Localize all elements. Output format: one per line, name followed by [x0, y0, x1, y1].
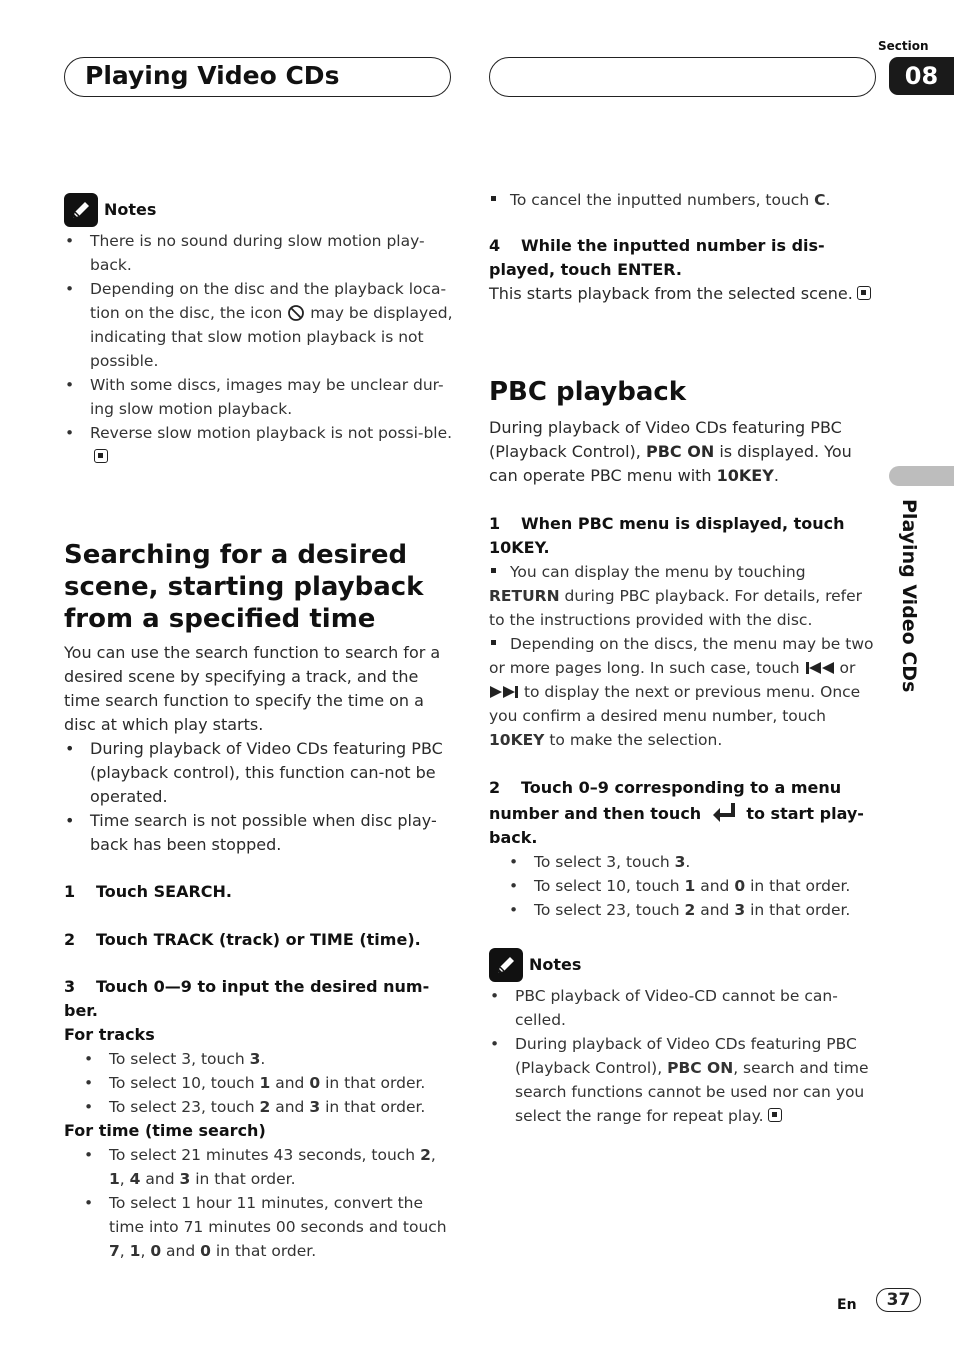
step-4: 4 While the inputted number is dis-played, touch ENTER. — [489, 236, 825, 279]
note-item: • During playback of Video CDs featuring PBC (Playback Control), PBC ON, search and time search functions cannot be used nor can you select the range for repeat play. — [489, 1032, 874, 1128]
pbc-step-1-note-b: Depending on the discs, the menu may be two or more pages long. In such case, touch or to display the next or previous menu. Once you confirm a desired menu number, touch 10KEY to make the selection. — [489, 635, 874, 749]
pbc-notes-list — [489, 984, 874, 1128]
search-intro: You can use the search function to search for a desired scene by specifying a track, and the time search function to specify the time on a disc at which play starts. — [64, 643, 441, 734]
end-mark-icon — [94, 449, 108, 463]
section-heading-pbc: PBC playback — [489, 377, 687, 407]
search-bullet: • During playback of Video CDs featuring PBC (playback control), this function can-not be operated. — [64, 737, 454, 809]
tracks-list — [64, 1047, 454, 1119]
time-item: • To select 21 minutes 43 seconds, touch 2, 1, 4 and 3 in that order. — [64, 1143, 454, 1191]
notes-header — [64, 193, 454, 227]
previous-track-icon — [805, 662, 835, 674]
step-4-text: This starts playback from the selected scene. — [489, 282, 874, 306]
pbc-select-item: • To select 23, touch 2 and 3 in that order. — [489, 898, 874, 922]
notes-title: Notes — [104, 200, 157, 219]
note-item: • Reverse slow motion playback is not possi-ble. — [64, 421, 454, 469]
pencil-icon — [64, 193, 98, 227]
header-title: Playing Video CDs — [85, 61, 340, 90]
pbc-step-1: 1 When PBC menu is displayed, touch 10KEY. — [489, 514, 845, 557]
header-blank-frame — [489, 57, 876, 97]
pbc-intro: During playback of Video CDs featuring PBC (Playback Control), PBC ON is displayed. You can operate PBC menu with 10KEY. — [489, 418, 852, 485]
section-label: Section — [878, 39, 929, 53]
left-column — [64, 193, 454, 1263]
footer-language: En — [837, 1297, 857, 1313]
note-item: • PBC playback of Video-CD cannot be can-celled. — [489, 984, 874, 1032]
header-title-frame — [64, 57, 451, 97]
time-list — [64, 1143, 454, 1263]
pbc-select-item: • To select 10, touch 1 and 0 in that order. — [489, 874, 874, 898]
cancel-note: To cancel the inputted numbers, touch C. — [489, 188, 874, 212]
step-3: 3 Touch 0—9 to input the desired num-ber. — [64, 977, 430, 1020]
section-number: 08 — [889, 57, 954, 95]
side-tab-label: Playing Video CDs — [898, 499, 920, 693]
notes-list — [64, 229, 454, 469]
tracks-item: • To select 3, touch 3. — [64, 1047, 454, 1071]
tracks-item: • To select 10, touch 1 and 0 in that order. — [64, 1071, 454, 1095]
prohibited-icon — [287, 304, 305, 322]
pbc-select-item: • To select 3, touch 3. — [489, 850, 874, 874]
note-item: • With some discs, images may be unclear dur-ing slow motion playback. — [64, 373, 454, 421]
step-1: 1 Touch SEARCH. — [64, 882, 232, 901]
tracks-item: • To select 23, touch 2 and 3 in that order. — [64, 1095, 454, 1119]
note-item: • There is no sound during slow motion play-back. — [64, 229, 454, 277]
end-mark-icon — [857, 286, 871, 300]
enter-icon — [707, 800, 741, 826]
page-number: 37 — [876, 1288, 921, 1312]
pbc-step-1-note-a: You can display the menu by touching RETURN during PBC playback. For details, refer to the instructions provided with the disc. — [489, 563, 862, 629]
for-tracks-label: For tracks — [64, 1025, 155, 1044]
pencil-icon — [489, 948, 523, 982]
for-time-label: For time (time search) — [64, 1121, 266, 1140]
time-item: • To select 1 hour 11 minutes, convert the time into 71 minutes 00 seconds and touch 7, 1, 0 and 0 in that order. — [64, 1191, 454, 1263]
side-tab — [889, 466, 954, 486]
pbc-step-2: 2 Touch 0–9 corresponding to a menu number and then touch to start play-back. — [489, 778, 864, 847]
right-column — [489, 188, 874, 1128]
pbc-select-list — [489, 850, 874, 922]
notes-header — [489, 948, 874, 982]
next-track-icon — [489, 686, 519, 698]
section-heading-search: Searching for a desired scene, starting playback from a specified time — [64, 540, 424, 634]
note-item: • Depending on the disc and the playback loca-tion on the disc, the icon may be displayed, indicating that slow motion playback is not possible. — [64, 277, 454, 373]
end-mark-icon — [768, 1108, 782, 1122]
search-bullets — [64, 737, 454, 857]
notes-title: Notes — [529, 955, 582, 974]
search-bullet: • Time search is not possible when disc play-back has been stopped. — [64, 809, 454, 857]
step-2: 2 Touch TRACK (track) or TIME (time). — [64, 930, 421, 949]
